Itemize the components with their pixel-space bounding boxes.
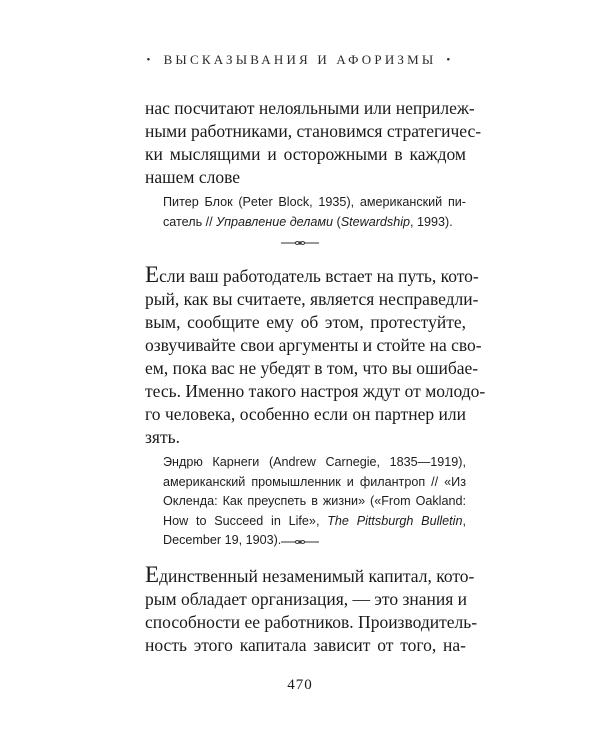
ornament-icon bbox=[280, 537, 320, 547]
attribution-line: December 19, 1903). bbox=[163, 533, 282, 547]
quote-text-3 bbox=[145, 562, 478, 657]
attribution-line: Окленда: Как преуспеть в жизни» («From Oakland: bbox=[163, 494, 466, 508]
quote-line: рым обладает организация, — это знания и bbox=[145, 589, 468, 609]
quote-line: зять. bbox=[145, 427, 180, 447]
quote-line-text: сли ваш работодатель встает на путь, кото- bbox=[159, 266, 479, 286]
quote-line: го человека, особенно если он партнер или bbox=[145, 404, 466, 424]
attribution-2 bbox=[163, 453, 466, 551]
initial-letter: Е bbox=[145, 262, 160, 287]
attribution-text: How to Succeed in Life», bbox=[163, 513, 328, 528]
quote-line: тесь. Именно такого настроя ждут от молодо- bbox=[145, 381, 486, 401]
quote-line: озвучивайте свои аргументы и стойте на сво- bbox=[145, 335, 482, 355]
attribution-text: , 1993). bbox=[410, 214, 453, 229]
attribution-line: американский промышленник и филантроп // «Из bbox=[163, 474, 466, 489]
divider-ornament bbox=[0, 238, 600, 248]
quote-block-2 bbox=[145, 262, 486, 551]
section-title: ВЫСКАЗЫВАНИЯ И АФОРИЗМЫ bbox=[163, 52, 437, 67]
quote-line: нас посчитают нелояльными или неприлеж- bbox=[145, 98, 475, 118]
quote-line: ем, пока вас не убедят в том, что вы ошибае- bbox=[145, 358, 479, 378]
quote-line: рый, как вы считаете, является несправедли- bbox=[145, 289, 479, 309]
quote-block-1 bbox=[145, 97, 482, 232]
quote-text-2 bbox=[145, 262, 486, 449]
quote-line: ными работниками, становимся стратегичес- bbox=[145, 121, 482, 141]
quote-line bbox=[145, 562, 475, 588]
quote-line: вым, сообщите ему об этом, протестуйте, bbox=[145, 312, 466, 332]
quote-text-1 bbox=[145, 97, 482, 189]
header-bullet-left: • bbox=[146, 54, 154, 66]
ornament-icon bbox=[280, 238, 320, 248]
publication-title: The Pittsburgh Bulletin bbox=[327, 513, 463, 528]
quote-line-text: динственный незаменимый капитал, кото- bbox=[159, 566, 475, 586]
divider-ornament bbox=[0, 537, 600, 547]
quote-line: ки мыслящими и осторожными в каждом bbox=[145, 144, 466, 164]
original-title: Stewardship bbox=[340, 214, 411, 229]
page-number: 470 bbox=[287, 677, 313, 693]
quote-line: ность этого капитала зависит от того, на- bbox=[145, 635, 466, 655]
quote-line: способности ее работников. Производитель- bbox=[145, 612, 478, 632]
header-bullet-right: • bbox=[446, 54, 454, 66]
attribution-text: , bbox=[462, 513, 466, 528]
attribution-line bbox=[163, 512, 466, 532]
quote-line bbox=[145, 262, 479, 288]
running-head bbox=[0, 52, 600, 68]
quote-block-3 bbox=[145, 562, 478, 657]
quote-line: нашем слове bbox=[145, 167, 241, 187]
book-title: Управление делами bbox=[216, 214, 333, 229]
attribution-line: Питер Блок (Peter Block, 1935), американский пи- bbox=[163, 195, 466, 209]
attribution-text: сатель // bbox=[163, 214, 217, 229]
initial-letter: Е bbox=[145, 562, 160, 587]
attribution-1 bbox=[163, 193, 466, 232]
attribution-line bbox=[163, 213, 466, 233]
attribution-line: Эндрю Карнеги (Andrew Carnegie, 1835—1919), bbox=[163, 455, 466, 469]
attribution-text: ( bbox=[333, 214, 341, 229]
